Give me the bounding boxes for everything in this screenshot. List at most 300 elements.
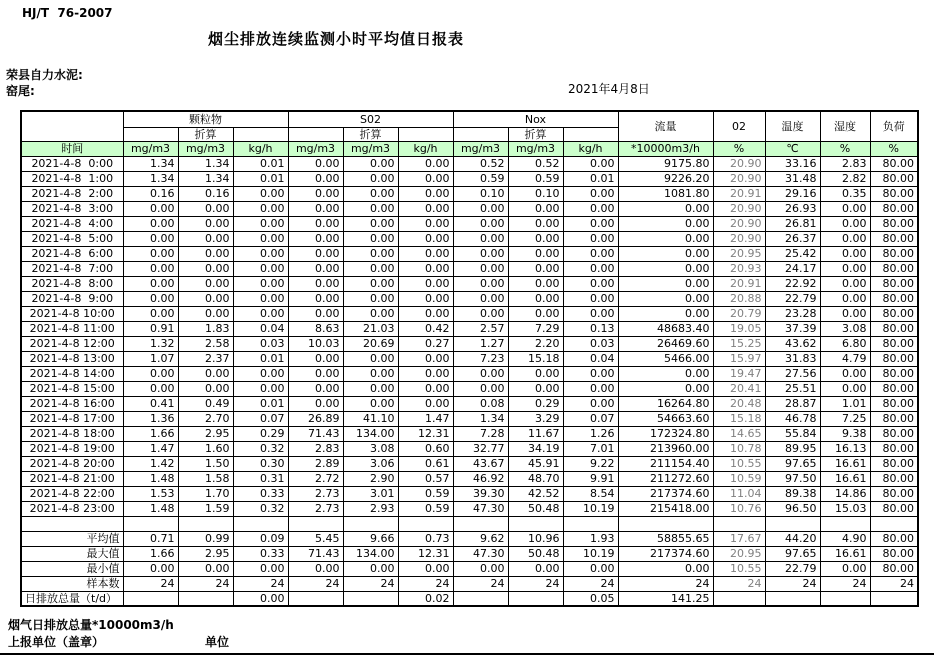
row-label: 日排放总量（t/d） — [21, 591, 123, 606]
cell: 1.42 — [123, 456, 178, 471]
cell: 0.00 — [398, 186, 453, 201]
cell: 0.00 — [563, 276, 618, 291]
cell: 0.33 — [233, 546, 288, 561]
cell: 0.00 — [178, 201, 233, 216]
cell: 0.00 — [563, 261, 618, 276]
cell: 0.00 — [820, 231, 870, 246]
cell: 0.00 — [618, 381, 713, 396]
cell: 16.61 — [820, 471, 870, 486]
cell: 1.59 — [178, 501, 233, 516]
cell: 0.27 — [398, 336, 453, 351]
cell: 0.00 — [820, 276, 870, 291]
unit-so2-kgh: kg/h — [398, 141, 453, 156]
cell: 96.50 — [765, 501, 820, 516]
header-temperature: 温度 — [765, 111, 820, 141]
cell: 0.00 — [398, 201, 453, 216]
cell: 0.00 — [563, 201, 618, 216]
row-label: 样本数 — [21, 576, 123, 591]
cell: 0.00 — [178, 261, 233, 276]
cell: 0.04 — [563, 351, 618, 366]
header-time-blank — [21, 111, 123, 141]
cell: 0.29 — [233, 426, 288, 441]
cell: 1.70 — [178, 486, 233, 501]
cell: 19.05 — [713, 321, 765, 336]
cell: 0.52 — [453, 156, 508, 171]
cell: 20.93 — [713, 261, 765, 276]
cell: 1.93 — [563, 531, 618, 546]
cell — [288, 591, 343, 606]
cell: 1.34 — [178, 171, 233, 186]
cell: 0.00 — [123, 291, 178, 306]
cell: 2.89 — [288, 456, 343, 471]
cell: 217374.60 — [618, 546, 713, 561]
cell: 0.01 — [233, 396, 288, 411]
cell: 0.00 — [233, 591, 288, 606]
row-label: 最大值 — [21, 546, 123, 561]
cell: 80.00 — [870, 261, 918, 276]
cell: 0.00 — [398, 561, 453, 576]
cell: 0.00 — [618, 306, 713, 321]
cell: 0.00 — [233, 246, 288, 261]
cell: 0.03 — [233, 336, 288, 351]
table-row — [21, 216, 918, 231]
cell: 141.25 — [618, 591, 713, 606]
cell: 0.59 — [508, 171, 563, 186]
cell: 0.00 — [343, 261, 398, 276]
cell: 80.00 — [870, 396, 918, 411]
cell: 1.34 — [453, 411, 508, 426]
cell — [178, 516, 233, 531]
cell: 37.39 — [765, 321, 820, 336]
cell: 0.00 — [178, 291, 233, 306]
cell: 80.00 — [870, 411, 918, 426]
header-group-so2: S02 — [288, 111, 453, 127]
cell: 0.00 — [288, 381, 343, 396]
company-name: 荣县自力水泥: — [6, 68, 83, 82]
cell: 26.37 — [765, 231, 820, 246]
cell: 0.59 — [453, 171, 508, 186]
table-row — [21, 291, 918, 306]
header-nox-raw-blank — [453, 127, 508, 141]
cell: 24 — [870, 576, 918, 591]
row-label: 2021-4-8 15:00 — [21, 381, 123, 396]
cell — [820, 591, 870, 606]
cell: 0.32 — [233, 501, 288, 516]
cell: 0.00 — [233, 291, 288, 306]
cell: 0.00 — [618, 216, 713, 231]
cell — [123, 591, 178, 606]
cell: 16264.80 — [618, 396, 713, 411]
cell: 0.00 — [820, 216, 870, 231]
cell: 10.03 — [288, 336, 343, 351]
cell: 20.90 — [713, 201, 765, 216]
cell: 16.61 — [820, 456, 870, 471]
cell: 1.27 — [453, 336, 508, 351]
cell: 0.00 — [343, 216, 398, 231]
cell: 0.03 — [563, 336, 618, 351]
cell: 0.00 — [398, 216, 453, 231]
cell: 10.19 — [563, 546, 618, 561]
cell: 0.91 — [123, 321, 178, 336]
cell: 5.45 — [288, 531, 343, 546]
row-label: 2021-4-8 4:00 — [21, 216, 123, 231]
table-row — [21, 576, 918, 591]
cell: 0.42 — [398, 321, 453, 336]
cell: 0.31 — [233, 471, 288, 486]
cell: 0.13 — [563, 321, 618, 336]
row-label: 2021-4-8 10:00 — [21, 306, 123, 321]
cell: 2.70 — [178, 411, 233, 426]
cell: 1.53 — [123, 486, 178, 501]
cell: 0.00 — [288, 366, 343, 381]
page-title: 烟尘排放连续监测小时平均值日报表 — [208, 30, 465, 48]
cell: 0.00 — [563, 561, 618, 576]
header-group-nox: Nox — [453, 111, 618, 127]
row-label: 2021-4-8 22:00 — [21, 486, 123, 501]
cell: 0.00 — [398, 261, 453, 276]
cell: 0.10 — [508, 186, 563, 201]
cell: 0.00 — [398, 351, 453, 366]
cell — [453, 591, 508, 606]
cell: 0.00 — [233, 306, 288, 321]
cell: 0.00 — [178, 246, 233, 261]
cell: 1.34 — [123, 171, 178, 186]
cell — [343, 591, 398, 606]
row-label: 2021-4-8 19:00 — [21, 441, 123, 456]
cell: 89.95 — [765, 441, 820, 456]
cell: 4.79 — [820, 351, 870, 366]
cell: 21.03 — [343, 321, 398, 336]
cell: 0.00 — [288, 291, 343, 306]
cell — [233, 516, 288, 531]
cell: 1.66 — [123, 426, 178, 441]
cell: 20.88 — [713, 291, 765, 306]
cell: 20.90 — [713, 231, 765, 246]
cell: 0.00 — [233, 366, 288, 381]
cell: 0.00 — [618, 291, 713, 306]
cell: 16.13 — [820, 441, 870, 456]
cell: 80.00 — [870, 426, 918, 441]
cell: 0.00 — [398, 306, 453, 321]
cell: 0.00 — [618, 261, 713, 276]
cell: 0.00 — [288, 156, 343, 171]
cell: 0.00 — [398, 366, 453, 381]
cell: 1.36 — [123, 411, 178, 426]
cell: 48683.40 — [618, 321, 713, 336]
row-label: 平均值 — [21, 531, 123, 546]
cell: 1081.80 — [618, 186, 713, 201]
cell: 0.59 — [398, 486, 453, 501]
table-row — [21, 186, 918, 201]
unit-load: % — [870, 141, 918, 156]
cell: 1.07 — [123, 351, 178, 366]
cell: 0.00 — [398, 291, 453, 306]
cell: 20.90 — [713, 216, 765, 231]
cell: 0.00 — [288, 171, 343, 186]
cell: 0.00 — [508, 366, 563, 381]
cell: 26.81 — [765, 216, 820, 231]
cell: 10.76 — [713, 501, 765, 516]
cell: 0.00 — [343, 231, 398, 246]
cell: 0.00 — [508, 561, 563, 576]
cell: 23.28 — [765, 306, 820, 321]
cell: 80.00 — [870, 336, 918, 351]
header-time: 时间 — [21, 141, 123, 156]
cell: 80.00 — [870, 201, 918, 216]
flue-gas-daily-total-label: 烟气日排放总量*10000m3/h — [8, 618, 174, 632]
cell: 0.00 — [618, 366, 713, 381]
row-label: 2021-4-8 20:00 — [21, 456, 123, 471]
cell: 80.00 — [870, 471, 918, 486]
cell: 22.92 — [765, 276, 820, 291]
cell: 2.73 — [288, 501, 343, 516]
cell: 25.42 — [765, 246, 820, 261]
cell: 0.00 — [343, 186, 398, 201]
cell: 1.50 — [178, 456, 233, 471]
cell — [765, 591, 820, 606]
cell: 24 — [713, 576, 765, 591]
cell: 0.00 — [563, 366, 618, 381]
cell: 80.00 — [870, 321, 918, 336]
cell: 2.73 — [288, 486, 343, 501]
cell: 0.00 — [453, 381, 508, 396]
cell: 0.00 — [288, 246, 343, 261]
cell: 3.08 — [820, 321, 870, 336]
cell: 0.00 — [453, 201, 508, 216]
cell: 0.00 — [288, 261, 343, 276]
cell: 0.00 — [563, 381, 618, 396]
cell: 0.00 — [288, 231, 343, 246]
cell: 80.00 — [870, 546, 918, 561]
cell: 1.66 — [123, 546, 178, 561]
cell: 89.38 — [765, 486, 820, 501]
cell: 0.00 — [288, 351, 343, 366]
cell: 0.00 — [453, 216, 508, 231]
cell: 0.00 — [508, 261, 563, 276]
cell: 0.00 — [233, 201, 288, 216]
cell: 20.41 — [713, 381, 765, 396]
cell: 0.00 — [820, 246, 870, 261]
cell: 0.60 — [398, 441, 453, 456]
cell: 0.00 — [453, 231, 508, 246]
cell: 24 — [453, 576, 508, 591]
cell: 0.29 — [508, 396, 563, 411]
cell: 71.43 — [288, 546, 343, 561]
cell: 0.00 — [288, 276, 343, 291]
cell: 24 — [820, 576, 870, 591]
header-group-pm: 颗粒物 — [123, 111, 288, 127]
cell: 97.50 — [765, 471, 820, 486]
monitor-location: 窑尾: — [6, 84, 35, 98]
cell: 0.00 — [343, 201, 398, 216]
bottom-divider — [0, 653, 934, 655]
cell: 0.00 — [618, 561, 713, 576]
row-label: 2021-4-8 23:00 — [21, 501, 123, 516]
cell: 12.31 — [398, 546, 453, 561]
cell: 0.52 — [508, 156, 563, 171]
cell: 9226.20 — [618, 171, 713, 186]
cell: 2.82 — [820, 171, 870, 186]
header-nox-converted: 折算 — [508, 127, 563, 141]
cell: 7.28 — [453, 426, 508, 441]
table-row — [21, 381, 918, 396]
cell: 0.00 — [398, 156, 453, 171]
cell — [453, 516, 508, 531]
cell: 43.67 — [453, 456, 508, 471]
cell: 0.00 — [820, 366, 870, 381]
cell: 46.92 — [453, 471, 508, 486]
header-humidity: 湿度 — [820, 111, 870, 141]
cell: 29.16 — [765, 186, 820, 201]
table-row — [21, 231, 918, 246]
cell: 0.01 — [563, 171, 618, 186]
cell: 217374.60 — [618, 486, 713, 501]
cell: 0.02 — [398, 591, 453, 606]
cell: 0.99 — [178, 531, 233, 546]
cell: 0.00 — [178, 381, 233, 396]
cell — [820, 516, 870, 531]
cell — [713, 591, 765, 606]
cell: 0.00 — [123, 231, 178, 246]
cell: 6.80 — [820, 336, 870, 351]
cell: 0.00 — [123, 246, 178, 261]
cell: 0.00 — [343, 561, 398, 576]
cell: 0.00 — [178, 231, 233, 246]
table-row — [21, 336, 918, 351]
header-so2-raw-blank — [288, 127, 343, 141]
cell: 0.71 — [123, 531, 178, 546]
cell: 0.00 — [563, 306, 618, 321]
cell: 10.19 — [563, 501, 618, 516]
cell: 2.95 — [178, 426, 233, 441]
table-row — [21, 546, 918, 561]
cell: 80.00 — [870, 186, 918, 201]
table-row — [21, 321, 918, 336]
cell: 15.25 — [713, 336, 765, 351]
cell: 44.20 — [765, 531, 820, 546]
cell: 33.16 — [765, 156, 820, 171]
cell: 25.51 — [765, 381, 820, 396]
reporting-unit-label: 上报单位（盖章） — [8, 635, 105, 649]
cell: 0.00 — [178, 366, 233, 381]
table-row — [21, 276, 918, 291]
cell: 0.00 — [178, 306, 233, 321]
cell: 0.00 — [123, 306, 178, 321]
cell: 0.00 — [398, 396, 453, 411]
cell: 0.00 — [508, 246, 563, 261]
cell: 2.57 — [453, 321, 508, 336]
cell: 0.00 — [343, 156, 398, 171]
cell — [563, 516, 618, 531]
cell: 0.59 — [398, 501, 453, 516]
row-label — [21, 516, 123, 531]
cell: 97.65 — [765, 546, 820, 561]
cell: 97.65 — [765, 456, 820, 471]
table-header — [21, 111, 918, 156]
cell — [765, 516, 820, 531]
cell: 0.00 — [508, 216, 563, 231]
cell: 0.00 — [123, 366, 178, 381]
cell: 1.47 — [398, 411, 453, 426]
cell: 1.48 — [123, 471, 178, 486]
cell: 80.00 — [870, 351, 918, 366]
cell: 80.00 — [870, 246, 918, 261]
cell: 26469.60 — [618, 336, 713, 351]
table-row — [21, 396, 918, 411]
cell — [508, 516, 563, 531]
cell: 0.00 — [288, 216, 343, 231]
cell: 0.00 — [453, 261, 508, 276]
header-nox-rate-blank — [563, 127, 618, 141]
row-label: 2021-4-8 3:00 — [21, 201, 123, 216]
table-row — [21, 156, 918, 171]
header-so2-converted: 折算 — [343, 127, 398, 141]
unit-pm-kgh: kg/h — [233, 141, 288, 156]
cell: 80.00 — [870, 231, 918, 246]
cell: 1.47 — [123, 441, 178, 456]
header-flow: 流量 — [618, 111, 713, 141]
cell: 0.00 — [343, 396, 398, 411]
cell: 0.33 — [233, 486, 288, 501]
cell: 0.01 — [233, 156, 288, 171]
cell: 26.89 — [288, 411, 343, 426]
row-label: 2021-4-8 2:00 — [21, 186, 123, 201]
table-row — [21, 456, 918, 471]
cell: 0.00 — [453, 276, 508, 291]
cell: 58855.65 — [618, 531, 713, 546]
report-table — [20, 110, 919, 607]
header-load: 负荷 — [870, 111, 918, 141]
cell: 9.22 — [563, 456, 618, 471]
cell: 0.00 — [508, 276, 563, 291]
unit-flow: *10000m3/h — [618, 141, 713, 156]
cell: 1.34 — [123, 156, 178, 171]
cell: 9.91 — [563, 471, 618, 486]
cell: 9.62 — [453, 531, 508, 546]
cell: 1.26 — [563, 426, 618, 441]
header-pm-converted: 折算 — [178, 127, 233, 141]
cell — [288, 516, 343, 531]
cell: 20.95 — [713, 246, 765, 261]
cell: 0.07 — [233, 411, 288, 426]
cell: 0.00 — [343, 246, 398, 261]
cell: 42.52 — [508, 486, 563, 501]
cell: 41.10 — [343, 411, 398, 426]
cell: 0.00 — [563, 291, 618, 306]
cell: 134.00 — [343, 426, 398, 441]
cell: 0.00 — [618, 246, 713, 261]
header-pm-rate-blank — [233, 127, 288, 141]
cell: 80.00 — [870, 561, 918, 576]
cell: 80.00 — [870, 306, 918, 321]
cell: 1.58 — [178, 471, 233, 486]
cell: 20.91 — [713, 186, 765, 201]
row-label: 2021-4-8 7:00 — [21, 261, 123, 276]
cell: 0.00 — [178, 561, 233, 576]
cell: 0.00 — [343, 171, 398, 186]
cell: 0.00 — [233, 561, 288, 576]
cell: 0.00 — [820, 561, 870, 576]
cell: 2.83 — [288, 441, 343, 456]
cell: 2.72 — [288, 471, 343, 486]
cell: 0.00 — [343, 306, 398, 321]
unit-humidity: % — [820, 141, 870, 156]
report-date: 2021年4月8日 — [568, 82, 650, 96]
cell: 0.00 — [123, 276, 178, 291]
cell: 15.18 — [713, 411, 765, 426]
cell: 4.90 — [820, 531, 870, 546]
cell: 2.90 — [343, 471, 398, 486]
